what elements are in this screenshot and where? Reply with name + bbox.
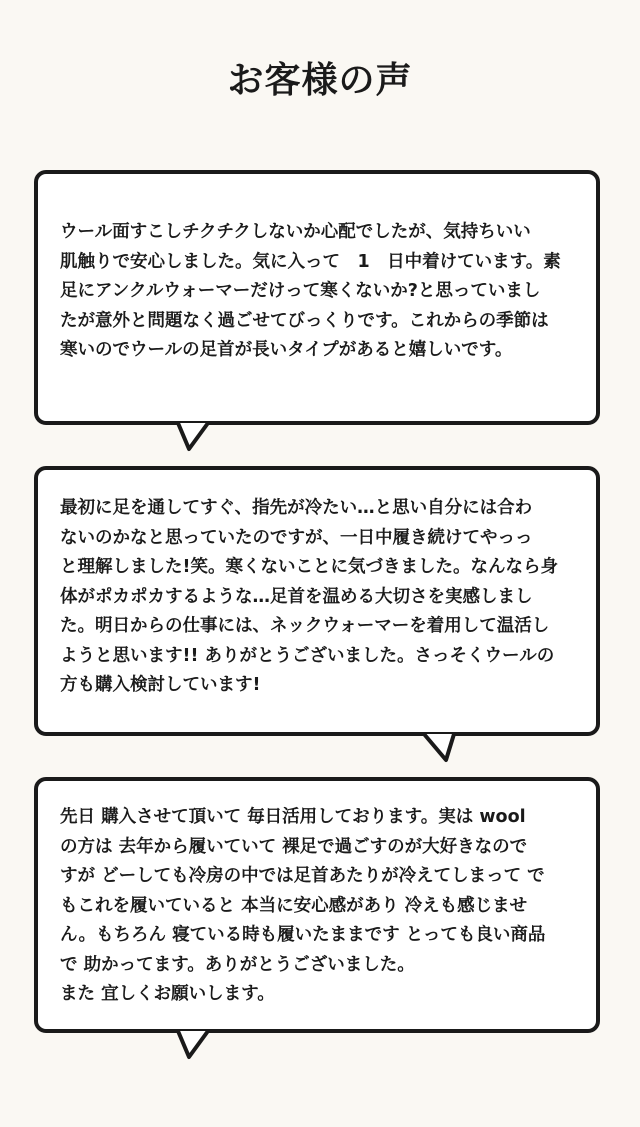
speech-bubble-tail <box>424 732 458 762</box>
testimonial-bubble-2 <box>34 466 600 736</box>
testimonial-text: 先日 購入させて頂いて 毎日活用しております。実は wool の方は 去年から履いていて 裸足で過ごすのが大好きなので すが どーしても冷房の中では足首あたりが冷えてしまって で もこれを履いていると 本当に安心感があり 冷えも感じませ ん。もちろん 寝ている時も履いたままです とっても良い商品 で 助かってます。ありがとうございました。 また 宜しくお願いします。 <box>60 807 546 1004</box>
speech-bubble-tail <box>178 421 212 451</box>
testimonial-text: ウール面すこしチクチクしないか心配でしたが、気持ちいい 肌触りで安心しました。気に入って 1 日中着けています。素 足にアンクルウォーマーだけって寒くないか?と思っていまし たが意外と問題なく過ごせてびっくりです。これからの季節は 寒いのでウールの足首が長いタイプがあると嬉しいです。 <box>60 222 561 360</box>
speech-bubble-tail <box>178 1029 212 1059</box>
page-title: お客様の声 <box>227 60 413 101</box>
testimonial-text: 最初に足を通してすぐ、指先が冷たい…と思い自分には合わ ないのかなと思っていたのですが、一日中履き続けてやっっ と理解しました!笑。寒くないことに気づきました。なんなら身 体がポカポカするような…足首を温める大切さを実感しまし た。明日からの仕事には、ネックウォーマーを着用して温活し ようと思います!! ありがとうございました。さっそくウールの 方も購入検討しています! <box>60 498 558 695</box>
testimonial-bubble-3 <box>34 777 600 1033</box>
testimonial-bubble-1 <box>34 170 600 425</box>
